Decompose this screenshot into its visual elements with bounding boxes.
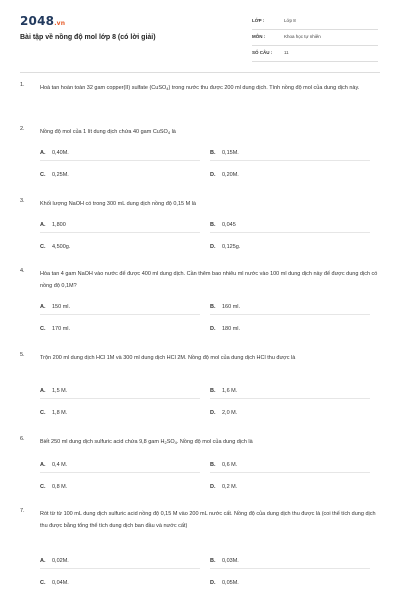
question-text <box>40 82 380 95</box>
question-text-part: Nồng độ mol của 1 lít dung dịch chứa 40 gam CuSO <box>40 129 168 135</box>
option-text: 0,03M. <box>222 558 239 564</box>
question-text: Rót từ từ 100 mL dung dịch sulfuric acid nồng độ 0,15 M vào 200 mL nước cất. Nồng độ của dung dịch thu được là (coi thể tích dung dịch thu được bằng tổng thể tích dung dịch ban đầu và nước cất) <box>40 511 376 529</box>
meta-row-count <box>252 46 378 62</box>
option-letter: C. <box>40 580 46 586</box>
option-divider <box>210 314 370 315</box>
option-divider <box>210 472 370 473</box>
option-divider <box>40 568 200 569</box>
option-letter: D. <box>210 580 216 586</box>
option-text: 0,8 M. <box>52 484 68 490</box>
option-divider <box>40 232 200 233</box>
question-number: 6. <box>20 436 25 442</box>
option-letter: D. <box>210 172 216 178</box>
question-number: 7. <box>20 508 25 514</box>
option-letter: B. <box>210 558 216 564</box>
option-letter: C. <box>40 326 46 332</box>
option-text: 0,25M. <box>52 172 69 178</box>
option-letter: C. <box>40 172 46 178</box>
question-text-part: Hoà tan hoàn toàn 32 gam copper(II) sulfate (CuSO <box>40 85 167 91</box>
question-text: Trộn 200 ml dung dịch HCl 1M và 300 ml dung dịch HCl 2M. Nồng độ mol của dung dịch HCl thu được là <box>40 355 296 361</box>
option-divider <box>40 398 200 399</box>
subscript: 4 <box>166 86 169 91</box>
option-text: 0,2 M. <box>222 484 238 490</box>
page-title: Bài tập về nồng độ mol lớp 8 (có lời giải) <box>20 34 156 41</box>
question-text-part: ) trong nước thu được 200 ml dung dịch. Tính nồng độ mol của dung dịch này. <box>168 85 360 91</box>
site-logo[interactable] <box>20 14 65 28</box>
meta-value: Lớp 8 <box>284 18 296 23</box>
option-letter: B. <box>210 304 216 310</box>
subscript: 4 <box>174 440 177 445</box>
question-text: Hòa tan 4 gam NaOH vào nước để được 400 ml dung dịch. Cần thêm bao nhiêu ml nước vào 100 ml dung dịch này để được dung dịch có nồng độ 0,1M? <box>40 271 378 289</box>
option-text: 180 ml. <box>222 326 241 332</box>
option-letter: B. <box>210 150 216 156</box>
option-letter: A. <box>40 150 46 156</box>
option-divider <box>210 398 370 399</box>
option-letter: D. <box>210 244 216 250</box>
option-divider <box>40 472 200 473</box>
meta-value: Khoa học tự nhiên <box>284 34 321 39</box>
option-text: 0,6 M. <box>222 462 238 468</box>
option-letter: C. <box>40 410 46 416</box>
option-text: 0,15M. <box>222 150 239 156</box>
option-letter: A. <box>40 462 46 468</box>
meta-row-subject <box>252 30 378 46</box>
header-divider <box>20 72 380 73</box>
question-text-part: . Nồng độ mol của dung dịch là <box>176 439 253 445</box>
option-text: 2,0 M. <box>222 410 238 416</box>
option-divider <box>40 314 200 315</box>
subscript: 4 <box>167 130 171 135</box>
question-text <box>40 436 380 449</box>
option-letter: B. <box>210 222 216 228</box>
option-divider <box>40 160 200 161</box>
question-text-part: Biết 250 ml dung dịch sulfuric acid chứa 9,8 gam H <box>40 439 165 445</box>
option-letter: B. <box>210 388 216 394</box>
option-text: 0,125g. <box>222 244 241 250</box>
meta-label: MÔN : <box>252 34 266 39</box>
question-text: Khối lượng NaOH có trong 300 mL dung dịch nồng độ 0,15 M là <box>40 201 196 207</box>
meta-label: LỚP : <box>252 18 265 23</box>
page-header <box>0 0 400 72</box>
option-divider <box>210 160 370 161</box>
option-letter: C. <box>40 244 46 250</box>
question-text <box>40 126 380 139</box>
option-letter: B. <box>210 462 216 468</box>
option-text: 1,6 M. <box>222 388 238 394</box>
subscript: 2 <box>164 440 167 445</box>
option-text: 1,800 <box>52 222 66 228</box>
meta-value: 11 <box>284 50 289 55</box>
option-text: 0,40M. <box>52 150 69 156</box>
option-text: 0,20M. <box>222 172 239 178</box>
option-letter: D. <box>210 326 216 332</box>
logo-text: 2048 <box>20 14 55 28</box>
meta-row-class <box>252 14 378 30</box>
option-letter: A. <box>40 388 46 394</box>
option-letter: C. <box>40 484 46 490</box>
option-text: 0,045 <box>222 222 236 228</box>
option-text: 0,05M. <box>222 580 239 586</box>
option-text: 0,04M. <box>52 580 69 586</box>
option-divider <box>210 232 370 233</box>
option-text: 1,5 M. <box>52 388 68 394</box>
option-text: 1,8 M. <box>52 410 68 416</box>
question-number: 2. <box>20 126 25 132</box>
option-divider <box>210 568 370 569</box>
option-text: 150 ml. <box>52 304 71 310</box>
question-number: 1. <box>20 82 25 88</box>
question-text-part: là <box>170 129 176 135</box>
question-text-part: SO <box>166 439 175 445</box>
question-number: 3. <box>20 198 25 204</box>
option-letter: D. <box>210 484 216 490</box>
question-number: 5. <box>20 352 25 358</box>
option-text: 170 ml. <box>52 326 71 332</box>
option-letter: A. <box>40 304 46 310</box>
option-text: 160 ml. <box>222 304 241 310</box>
logo-tld: .vn <box>54 20 66 27</box>
question-number: 4. <box>20 268 25 274</box>
option-text: 0,4 M. <box>52 462 68 468</box>
option-letter: D. <box>210 410 216 416</box>
option-letter: A. <box>40 558 46 564</box>
option-letter: A. <box>40 222 46 228</box>
option-text: 0,02M. <box>52 558 69 564</box>
meta-label: SỐ CÂU : <box>252 50 273 55</box>
option-text: 4,500g. <box>52 244 71 250</box>
